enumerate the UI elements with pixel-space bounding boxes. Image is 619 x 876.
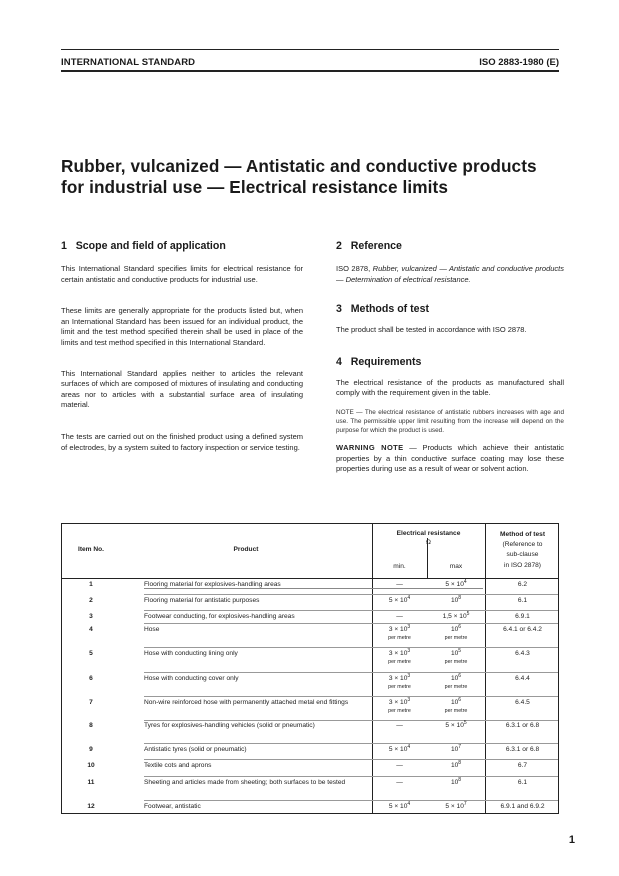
row-product-name: Textile cots and aprons bbox=[144, 762, 212, 769]
table-cell-item bbox=[62, 803, 120, 812]
row-max-value-base: 5 × 10 bbox=[445, 581, 464, 588]
row-min-value-base: — bbox=[396, 613, 403, 620]
table-cell-product bbox=[144, 722, 372, 731]
table-cell-item bbox=[62, 675, 120, 684]
table-cell-max bbox=[427, 623, 485, 641]
row-item-number: 1 bbox=[89, 581, 93, 588]
row-min-value-base: 3 × 10 bbox=[388, 699, 408, 706]
row-min-value bbox=[396, 762, 403, 769]
row-max-value bbox=[427, 696, 485, 714]
table-header-min: min. bbox=[393, 563, 406, 570]
row-min-value bbox=[388, 594, 411, 604]
row-min-value bbox=[396, 779, 403, 786]
table-cell-min bbox=[372, 581, 427, 590]
row-item-number: 7 bbox=[89, 699, 93, 706]
per-metre-label: per metre bbox=[444, 707, 468, 714]
methods-text: The product shall be tested in accordance with ISO 2878. bbox=[336, 325, 527, 335]
row-max-value bbox=[450, 594, 462, 604]
warning-note-text: — Products which achieve their antistatic properties by a thin conductive surface coating may lose these properties during use as a result of wear or solvent action. bbox=[336, 442, 565, 474]
table-header-unit: Ω bbox=[426, 539, 431, 546]
table-cell-max bbox=[427, 594, 485, 606]
row-item-number: 9 bbox=[89, 746, 93, 753]
row-max-value-exponent: 5 bbox=[458, 647, 462, 654]
scope-paragraph-2: These limits are generally appropriate for the products listed but, when an International Standard has been issued for an individual product, the limit and the test method specified therein shall be used in place of the limits and test method specified in this International Standard. bbox=[61, 306, 303, 347]
table-cell-min bbox=[372, 672, 427, 690]
table-cell-item bbox=[62, 746, 120, 755]
row-min-value bbox=[388, 800, 411, 810]
table-cell-max bbox=[427, 759, 485, 771]
row-product-name: Tyres for explosives-handling vehicles (solid or pneumatic) bbox=[144, 722, 315, 729]
per-metre-label: per metre bbox=[444, 634, 468, 641]
table-cell-max bbox=[427, 719, 485, 731]
row-max-value-base: 1,5 × 10 bbox=[442, 613, 467, 620]
row-min-value-exponent: 4 bbox=[407, 800, 411, 807]
row-test-method: 6.3.1 or 6.8 bbox=[505, 746, 540, 753]
table-cell-method bbox=[485, 803, 560, 812]
table-cell-max bbox=[427, 672, 485, 690]
row-test-method: 6.3.1 or 6.8 bbox=[505, 722, 540, 729]
table-cell-product bbox=[144, 650, 372, 659]
row-min-value bbox=[388, 743, 411, 753]
header-rule-bottom bbox=[61, 70, 559, 72]
table-cell-product bbox=[144, 597, 372, 606]
row-max-value bbox=[445, 800, 467, 810]
row-min-value-base: 3 × 10 bbox=[388, 650, 408, 657]
row-test-method: 6.7 bbox=[517, 762, 528, 769]
table-cell-product bbox=[144, 675, 372, 684]
table-header-method-4: in ISO 2878) bbox=[503, 562, 542, 569]
requirements-text: The electrical resistance of the products as manufactured shall comply with the requirement given in the table. bbox=[336, 377, 564, 398]
table-cell-min bbox=[372, 779, 427, 788]
table-cell-item bbox=[62, 722, 120, 731]
row-min-value-exponent: 4 bbox=[407, 743, 411, 750]
row-max-value-exponent: 6 bbox=[458, 672, 462, 679]
row-max-value bbox=[450, 776, 462, 786]
table-cell-method bbox=[485, 746, 560, 755]
table-row-separator bbox=[144, 672, 558, 673]
row-product-name: Flooring material for explosives-handling areas bbox=[144, 581, 281, 588]
row-product-name: Footwear, antistatic bbox=[144, 803, 201, 810]
row-min-value bbox=[372, 647, 427, 665]
row-test-method: 6.9.1 bbox=[515, 613, 530, 620]
table-cell-item bbox=[62, 650, 120, 659]
page-header bbox=[61, 53, 559, 71]
row-max-value-base: 10 bbox=[450, 626, 459, 633]
row-max-value-base: 10 bbox=[450, 650, 459, 657]
table-cell-min bbox=[372, 613, 427, 622]
row-product-name: Non-wire reinforced hose with permanently attached metal end fittings bbox=[144, 699, 349, 706]
row-max-value bbox=[427, 672, 485, 690]
table-cell-item bbox=[62, 613, 120, 622]
reference-heading: 2 Reference bbox=[336, 240, 402, 252]
row-max-value-base: 10 bbox=[450, 779, 459, 786]
table-cell-method bbox=[485, 613, 560, 622]
table-cell-min bbox=[372, 743, 427, 755]
table-row-separator bbox=[144, 647, 558, 648]
table-row-separator bbox=[144, 594, 558, 595]
row-item-number: 12 bbox=[87, 803, 95, 810]
table-header-max: max bbox=[449, 563, 463, 570]
table-row-separator bbox=[144, 720, 558, 721]
row-max-value-base: 10 bbox=[450, 746, 459, 753]
table-cell-max bbox=[427, 776, 485, 788]
table-cell-item bbox=[62, 762, 120, 771]
table-cell-max bbox=[427, 578, 485, 590]
table-cell-min bbox=[372, 800, 427, 812]
row-test-method: 6.4.5 bbox=[515, 699, 530, 706]
per-metre-label: per metre bbox=[388, 683, 411, 690]
methods-heading: 3 Methods of test bbox=[336, 303, 429, 316]
row-test-method: 6.4.4 bbox=[515, 675, 530, 682]
left-column bbox=[61, 240, 303, 453]
table-cell-product bbox=[144, 779, 372, 788]
table-header-method-1: Method of test bbox=[499, 531, 546, 538]
page-number: 1 bbox=[568, 834, 575, 846]
row-max-value bbox=[445, 719, 467, 729]
scope-paragraph-4: The tests are carried out on the finished product using a defined system of electrodes, by a system suited to factory inspection or service testing. bbox=[61, 431, 303, 452]
row-max-value-base: 10 bbox=[450, 597, 459, 604]
table-row-separator bbox=[144, 776, 558, 777]
row-min-value bbox=[372, 672, 427, 690]
row-max-value bbox=[427, 623, 485, 641]
table-row-separator bbox=[144, 610, 558, 611]
row-max-value-exponent: 6 bbox=[458, 696, 462, 703]
table-cell-max bbox=[427, 743, 485, 755]
row-min-value bbox=[396, 581, 403, 588]
row-max-value bbox=[450, 743, 462, 753]
row-min-value-base: — bbox=[396, 762, 403, 769]
table-cell-min bbox=[372, 594, 427, 606]
row-item-number: 5 bbox=[89, 650, 93, 657]
table-cell-product bbox=[144, 762, 372, 771]
row-item-number: 6 bbox=[89, 675, 93, 682]
row-min-value-exponent: 3 bbox=[407, 672, 411, 679]
row-max-value-exponent: 8 bbox=[458, 594, 462, 601]
table-cell-product bbox=[144, 626, 372, 635]
row-item-number: 10 bbox=[87, 762, 95, 769]
scope-paragraph-1: This International Standard specifies limits for electrical resistance for certain antistatic and conductive products for industrial use. bbox=[61, 264, 303, 284]
table-cell-min bbox=[372, 722, 427, 731]
row-product-name: Flooring material for antistatic purposes bbox=[144, 597, 260, 604]
reference-text bbox=[336, 264, 564, 285]
row-min-value bbox=[372, 696, 427, 714]
header-standard-label: INTERNATIONAL STANDARD bbox=[61, 57, 196, 68]
right-column bbox=[336, 240, 564, 475]
table-header-product: Product bbox=[233, 546, 259, 553]
row-min-value-base: — bbox=[396, 779, 403, 786]
table-cell-method bbox=[485, 626, 560, 635]
table-header-resistance: Electrical resistance bbox=[396, 530, 461, 537]
row-min-value-base: 5 × 10 bbox=[388, 746, 408, 753]
table-cell-max bbox=[427, 647, 485, 665]
row-max-value bbox=[450, 759, 462, 769]
table-cell-item bbox=[62, 779, 120, 788]
row-max-value-exponent: 8 bbox=[458, 759, 462, 766]
row-min-value-base: — bbox=[396, 722, 403, 729]
table-header-item: Item No. bbox=[77, 546, 104, 553]
table-cell-product bbox=[144, 613, 372, 622]
per-metre-label: per metre bbox=[388, 707, 411, 714]
requirements-heading: 4 Requirements bbox=[336, 355, 422, 368]
row-product-name: Antistatic tyres (solid or pneumatic) bbox=[144, 746, 247, 753]
table-header-rule bbox=[62, 578, 558, 579]
table-cell-method bbox=[485, 779, 560, 788]
row-test-method: 6.1 bbox=[517, 597, 528, 604]
table-cell-method bbox=[485, 581, 560, 590]
row-max-value bbox=[427, 647, 485, 665]
row-max-value-base: 5 × 10 bbox=[445, 722, 464, 729]
table-cell-item bbox=[62, 581, 120, 590]
row-max-value bbox=[442, 610, 470, 620]
row-item-number: 2 bbox=[89, 597, 93, 604]
requirements-note: NOTE — The electrical resistance of antistatic rubbers increases with age and use. The permissible upper limit resulting from the increase will depend on the purpose for which the product is used. bbox=[336, 408, 564, 434]
row-max-value-exponent: 5 bbox=[463, 719, 467, 726]
table-cell-max bbox=[427, 800, 485, 812]
table-cell-min bbox=[372, 647, 427, 665]
row-min-value-exponent: 4 bbox=[407, 594, 411, 601]
row-min-value-exponent: 3 bbox=[407, 647, 411, 654]
row-product-name: Footwear conducting, for explosives-handling areas bbox=[144, 613, 295, 620]
row-min-value-exponent: 3 bbox=[407, 623, 411, 630]
table-cell-min bbox=[372, 762, 427, 771]
table-cell-product bbox=[144, 581, 372, 590]
reference-text-pre: ISO 2878, bbox=[336, 264, 373, 273]
row-product-name: Sheeting and articles made from sheeting; both surfaces to be tested bbox=[144, 779, 346, 786]
row-min-value-base: — bbox=[396, 581, 403, 588]
per-metre-label: per metre bbox=[388, 634, 411, 641]
row-max-value-exponent: 7 bbox=[458, 743, 462, 750]
row-product-name: Hose bbox=[144, 626, 160, 633]
header-rule-top bbox=[61, 49, 559, 50]
title-line-1: Rubber, vulcanized — Antistatic and conductive products bbox=[61, 156, 537, 176]
table-cell-max bbox=[427, 696, 485, 714]
row-max-value-exponent: 7 bbox=[463, 800, 467, 807]
row-min-value bbox=[396, 613, 403, 620]
table-row-separator bbox=[144, 743, 558, 744]
table-cell-method bbox=[485, 675, 560, 684]
table-cell-max bbox=[427, 610, 485, 622]
warning-note bbox=[336, 443, 564, 475]
document-title bbox=[61, 156, 591, 198]
warning-note-label: WARNING NOTE bbox=[336, 442, 404, 452]
table-cell-method bbox=[485, 722, 560, 731]
table-cell-method bbox=[485, 762, 560, 771]
scope-paragraph-3: This International Standard applies neither to articles the relevant surfaces of which are composed of mixtures of insulating and conducting areas nor to articles with a substantial surface area of insulating material. bbox=[61, 368, 303, 410]
row-min-value-base: 5 × 10 bbox=[388, 597, 408, 604]
row-max-value bbox=[445, 578, 467, 588]
table-cell-item bbox=[62, 597, 120, 606]
table-row-separator bbox=[144, 696, 558, 697]
table-cell-method bbox=[485, 699, 560, 708]
row-item-number: 11 bbox=[87, 779, 95, 786]
row-min-value-exponent: 3 bbox=[407, 696, 411, 703]
row-max-value-exponent: 4 bbox=[463, 578, 467, 585]
row-max-value-base: 10 bbox=[450, 675, 459, 682]
table-cell-product bbox=[144, 699, 372, 708]
row-max-value-base: 10 bbox=[450, 699, 459, 706]
table-cell-min bbox=[372, 623, 427, 641]
row-max-value-base: 5 × 10 bbox=[445, 803, 464, 810]
table-row-separator bbox=[144, 759, 558, 760]
row-max-value-base: 10 bbox=[450, 762, 459, 769]
table-header-method-3: sub-clause bbox=[506, 551, 539, 558]
header-document-number: ISO 2883-1980 (E) bbox=[479, 57, 559, 68]
row-test-method: 6.1 bbox=[517, 779, 528, 786]
row-product-name: Hose with conducting lining only bbox=[144, 650, 238, 657]
row-min-value-base: 5 × 10 bbox=[388, 803, 408, 810]
table-cell-method bbox=[485, 597, 560, 606]
scope-heading: 1 Scope and field of application bbox=[61, 240, 226, 252]
row-max-value-exponent: 8 bbox=[458, 776, 462, 783]
table-cell-product bbox=[144, 803, 372, 812]
table-row-separator bbox=[144, 623, 558, 624]
row-max-value-exponent: 5 bbox=[466, 610, 470, 617]
table-row-separator bbox=[144, 800, 558, 801]
row-test-method: 6.4.1 or 6.4.2 bbox=[503, 626, 542, 633]
table-cell-item bbox=[62, 626, 120, 635]
row-min-value bbox=[396, 722, 403, 729]
table-cell-product bbox=[144, 746, 372, 755]
reference-text-title: Rubber, vulcanized — Antistatic and conductive products — Determination of electrical resistance. bbox=[336, 264, 565, 284]
row-test-method: 6.4.3 bbox=[515, 650, 530, 657]
table-cell-method bbox=[485, 650, 560, 659]
row-item-number: 4 bbox=[89, 626, 93, 633]
table-header-method-2: (Reference to bbox=[502, 541, 543, 548]
table-cell-min bbox=[372, 696, 427, 714]
row-test-method: 6.9.1 and 6.9.2 bbox=[500, 803, 545, 810]
row-product-name: Hose with conducting cover only bbox=[144, 675, 239, 682]
table-cell-item bbox=[62, 699, 120, 708]
resistance-limits-table bbox=[61, 523, 559, 814]
row-item-number: 3 bbox=[89, 613, 93, 620]
row-item-number: 8 bbox=[89, 722, 93, 729]
per-metre-label: per metre bbox=[388, 658, 411, 665]
row-min-value-base: 3 × 10 bbox=[388, 675, 408, 682]
per-metre-label: per metre bbox=[444, 683, 468, 690]
row-max-value-exponent: 6 bbox=[458, 623, 462, 630]
row-min-value-base: 3 × 10 bbox=[388, 626, 408, 633]
per-metre-label: per metre bbox=[444, 658, 468, 665]
title-line-2: for industrial use — Electrical resistance limits bbox=[61, 177, 448, 197]
row-min-value bbox=[372, 623, 427, 641]
row-test-method: 6.2 bbox=[517, 581, 528, 588]
